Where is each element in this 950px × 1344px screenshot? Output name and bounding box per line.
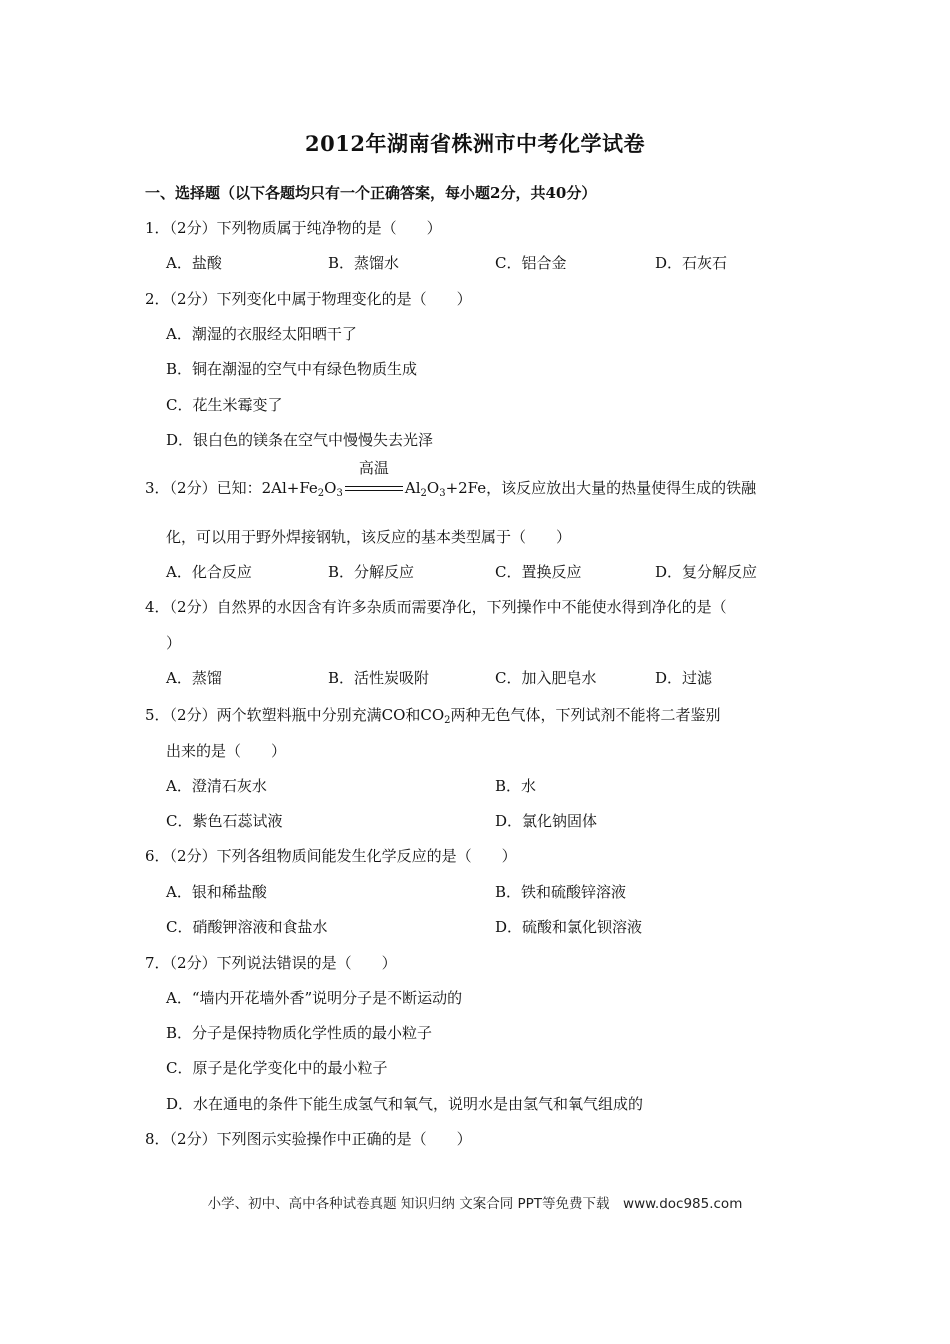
question-4-stem-continued: ） xyxy=(166,634,182,652)
question-3-option-a: A．化合反应 xyxy=(166,563,252,581)
question-6-option-a: A．银和稀盐酸 xyxy=(166,883,267,901)
subscript: 3 xyxy=(439,488,446,499)
question-3-option-d: D．复分解反应 xyxy=(655,563,758,581)
question-6-option-c: C．硝酸钾溶液和食盐水 xyxy=(166,918,328,936)
subscript: 2 xyxy=(444,715,451,726)
question-5-option-d: D．氯化钠固体 xyxy=(495,812,598,830)
exam-title: 2012年湖南省株洲市中考化学试卷 xyxy=(305,131,645,156)
subscript: 2 xyxy=(420,488,427,499)
question-4-option-b: B．活性炭吸附 xyxy=(328,669,430,687)
question-2-option-d: D．银白色的镁条在空气中慢慢失去光泽 xyxy=(166,431,434,449)
question-6-option-d: D．硫酸和氯化钡溶液 xyxy=(495,918,643,936)
subscript: 2 xyxy=(317,488,325,499)
question-4-option-a: A．蒸馏 xyxy=(166,669,222,687)
subscript: 3 xyxy=(336,488,343,499)
question-4-stem: 4．（2分）自然界的水因含有许多杂质而需要净化，下列操作中不能使水得到净化的是（ xyxy=(145,598,727,616)
oxygen-symbol: O xyxy=(324,479,337,497)
page-footer: 小学、初中、高中各种试卷真题 知识归纳 文案合同 PPT等免费下载 www.doc985.com xyxy=(207,1196,743,1212)
question-7-option-c: C．原子是化学变化中的最小粒子 xyxy=(166,1059,388,1077)
question-3-prefix: 3．（2分）已知：2Al+Fe xyxy=(145,479,318,497)
question-1-option-d: D．石灰石 xyxy=(655,254,728,272)
question-3-option-c: C．置换反应 xyxy=(495,563,582,581)
question-5-stem-a: 5．（2分）两个软塑料瓶中分别充满CO和CO xyxy=(145,706,445,724)
question-4-option-c: C．加入肥皂水 xyxy=(495,669,597,687)
question-2-option-b: B．铜在潮湿的空气中有绿色物质生成 xyxy=(166,360,418,378)
question-7-stem: 7．（2分）下列说法错误的是（ ） xyxy=(145,954,397,972)
question-3-stem-continued: 化，可以用于野外焊接钢轨，该反应的基本类型属于（ ） xyxy=(166,528,572,546)
question-3-option-b: B．分解反应 xyxy=(328,563,415,581)
aluminum-symbol: Al xyxy=(404,479,421,497)
question-1-option-b: B．蒸馏水 xyxy=(328,254,400,272)
question-8-stem: 8．（2分）下列图示实验操作中正确的是（ ） xyxy=(145,1130,472,1148)
question-1-stem: 1．（2分）下列物质属于纯净物的是（ ） xyxy=(145,219,442,237)
question-7-option-a: A．“墙内开花墙外香”说明分子是不断运动的 xyxy=(166,989,463,1007)
reaction-condition: 高温 xyxy=(358,459,389,477)
question-2-option-c: C．花生米霉变了 xyxy=(166,396,283,414)
question-5-option-b: B．水 xyxy=(495,777,537,795)
question-5-stem xyxy=(145,705,721,725)
question-4-option-d: D．过滤 xyxy=(655,669,713,687)
question-7-option-d: D．水在通电的条件下能生成氢气和氧气，说明水是由氢气和氧气组成的 xyxy=(166,1095,644,1113)
question-1-option-c: C．铝合金 xyxy=(495,254,567,272)
section-heading: 一、选择题（以下各题均只有一个正确答案，每小题2分，共40分） xyxy=(145,184,597,202)
oxygen-symbol: O xyxy=(426,479,440,497)
question-6-option-b: B．铁和硫酸锌溶液 xyxy=(495,883,627,901)
question-2-option-a: A．潮湿的衣服经太阳晒干了 xyxy=(166,325,357,343)
question-3-suffix: +2Fe，该反应放出大量的热量使得生成的铁融 xyxy=(445,479,757,497)
question-1-option-a: A．盐酸 xyxy=(166,254,222,272)
question-2-stem: 2．（2分）下列变化中属于物理变化的是（ ） xyxy=(145,290,472,308)
question-5-stem-continued: 出来的是（ ） xyxy=(166,742,287,760)
question-5-option-c: C．紫色石蕊试液 xyxy=(166,812,283,830)
question-5-option-a: A．澄清石灰水 xyxy=(166,777,267,795)
question-6-stem: 6．（2分）下列各组物质间能发生化学反应的是（ ） xyxy=(145,847,517,865)
question-3-stem xyxy=(145,459,757,499)
question-7-option-b: B．分子是保持物质化学性质的最小粒子 xyxy=(166,1024,433,1042)
question-5-stem-b: 两种无色气体，下列试剂不能将二者鉴别 xyxy=(450,706,721,724)
reaction-equals-sign xyxy=(343,459,405,498)
